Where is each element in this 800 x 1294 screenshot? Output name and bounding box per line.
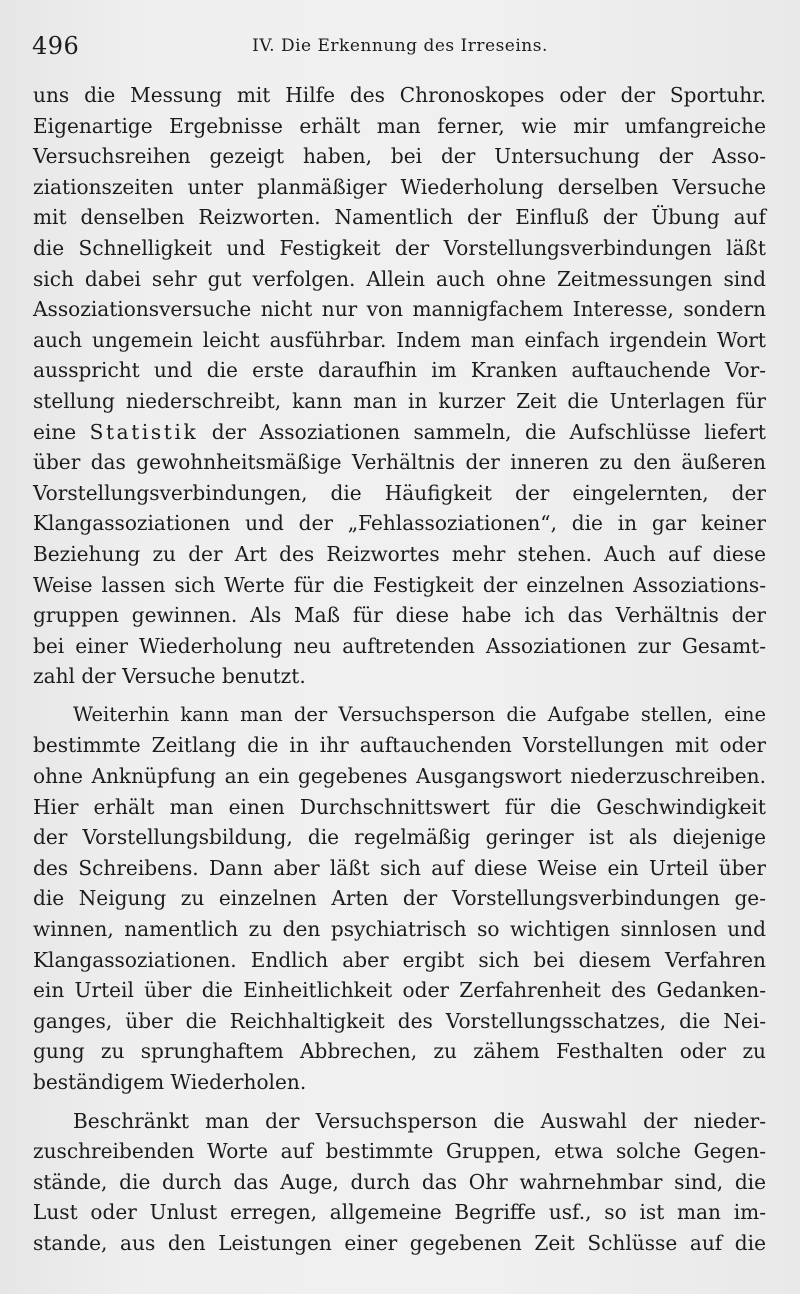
text-line: auch ungemein leicht ausführbar. Indem man einfach irgendein Wort bbox=[33, 327, 766, 352]
text-line: zuschreibenden Worte auf bestimmte Gruppen, etwa solche Gegen- bbox=[33, 1139, 766, 1164]
running-head bbox=[32, 30, 768, 66]
text-line: sich dabei sehr gut verfolgen. Allein auch ohne Zeitmessungen sind bbox=[33, 266, 766, 291]
text-line: stände, die durch das Auge, durch das Ohr wahrnehmbar sind, die bbox=[33, 1169, 766, 1194]
text-line: über das gewohnheitsmäßige Verhältnis der inneren zu den äußeren bbox=[33, 450, 766, 475]
running-title: IV. Die Erkennung des Irreseins. bbox=[252, 36, 548, 56]
text-line: Klangassoziationen und der „Fehlassoziationen“, die in gar keiner bbox=[33, 511, 766, 536]
text-line: bei einer Wiederholung neu auftretenden Assoziationen zur Gesamt- bbox=[33, 633, 766, 658]
paragraph-1 bbox=[33, 80, 766, 692]
text-line: Weiterhin kann man der Versuchsperson die Aufgabe stellen, eine bbox=[73, 702, 766, 726]
text-line-with-emphasis bbox=[33, 417, 766, 448]
text-line: Vorstellungsverbindungen, die Häufigkeit der eingelernten, der bbox=[33, 480, 766, 505]
text-line: Versuchsreihen gezeigt haben, bei der Untersuchung der Asso- bbox=[33, 144, 766, 169]
text-line: Beschränkt man der Versuchsperson die Auswahl der nieder- bbox=[73, 1108, 766, 1133]
line-end: der Assoziationen sammeln, die Aufschlüsse liefert bbox=[198, 419, 766, 444]
text-line: ohne Anknüpfung an ein gegebenes Ausgangswort niederzuschreiben. bbox=[33, 764, 766, 789]
text-line: die Neigung zu einzelnen Arten der Vorstellungsverbindungen ge- bbox=[33, 886, 766, 911]
text-line: ziationszeiten unter planmäßiger Wiederholung derselben Versuche bbox=[33, 174, 766, 199]
text-line: Hier erhält man einen Durchschnittswert für die Geschwindigkeit bbox=[33, 794, 766, 819]
emphasized-word: Statistik bbox=[89, 419, 199, 444]
text-line: Klangassoziationen. Endlich aber ergibt sich bei diesem Verfahren bbox=[33, 947, 766, 972]
text-line: mit denselben Reizworten. Namentlich der Einfluß der Übung auf bbox=[33, 205, 766, 230]
paragraph-2 bbox=[33, 700, 766, 1098]
text-line: beständigem Wiederholen. bbox=[33, 1070, 307, 1094]
line-start: eine bbox=[33, 419, 90, 444]
text-line: der Vorstellungsbildung, die regelmäßig geringer ist als diejenige bbox=[33, 825, 766, 850]
text-line: stellung niederschreibt, kann man in kurzer Zeit die Unterlagen für bbox=[33, 388, 766, 413]
text-line: die Schnelligkeit und Festigkeit der Vorstellungsverbindungen läßt bbox=[33, 235, 766, 260]
text-line: Beziehung zu der Art des Reizwortes mehr stehen. Auch auf diese bbox=[33, 541, 766, 566]
text-line: uns die Messung mit Hilfe des Chronoskopes oder der Sportuhr. bbox=[33, 83, 766, 107]
text-line: winnen, namentlich zu den psychiatrisch so wichtigen sinnlosen und bbox=[33, 917, 766, 942]
paragraph-gap bbox=[33, 692, 766, 700]
paragraph-gap bbox=[33, 1098, 766, 1106]
text-line: Assoziationsversuche nicht nur von mannigfachem Interesse, sondern bbox=[33, 297, 766, 322]
text-line: bestimmte Zeitlang die in ihr auftauchenden Vorstellungen mit oder bbox=[33, 733, 766, 758]
text-line: gruppen gewinnen. Als Maß für diese habe ich das Verhältnis der bbox=[33, 603, 766, 628]
text-line: Eigenartige Ergebnisse erhält man ferner, wie mir umfangreiche bbox=[33, 113, 766, 138]
text-line: ein Urteil über die Einheitlichkeit oder Zerfahrenheit des Gedanken- bbox=[33, 978, 766, 1003]
text-line: zahl der Versuche benutzt. bbox=[33, 664, 306, 689]
text-line: ganges, über die Reichhaltigkeit des Vorstellungsschatzes, die Nei- bbox=[33, 1008, 766, 1033]
text-line: Weise lassen sich Werte für die Festigkeit der einzelnen Assoziations- bbox=[33, 572, 766, 597]
text-line: Lust oder Unlust erregen, allgemeine Begriffe usf., so ist man im- bbox=[33, 1200, 766, 1225]
text-line: stande, aus den Leistungen einer gegebenen Zeit Schlüsse auf die bbox=[33, 1230, 766, 1255]
text-line: des Schreibens. Dann aber läßt sich auf diese Weise ein Urteil über bbox=[33, 855, 766, 880]
page-number: 496 bbox=[32, 32, 80, 60]
paragraph-3 bbox=[33, 1106, 766, 1259]
body-text bbox=[33, 80, 766, 1259]
text-line: gung zu sprunghaftem Abbrechen, zu zähem Festhalten oder zu bbox=[33, 1039, 766, 1064]
text-line: ausspricht und die erste daraufhin im Kranken auftauchende Vor- bbox=[33, 358, 766, 383]
